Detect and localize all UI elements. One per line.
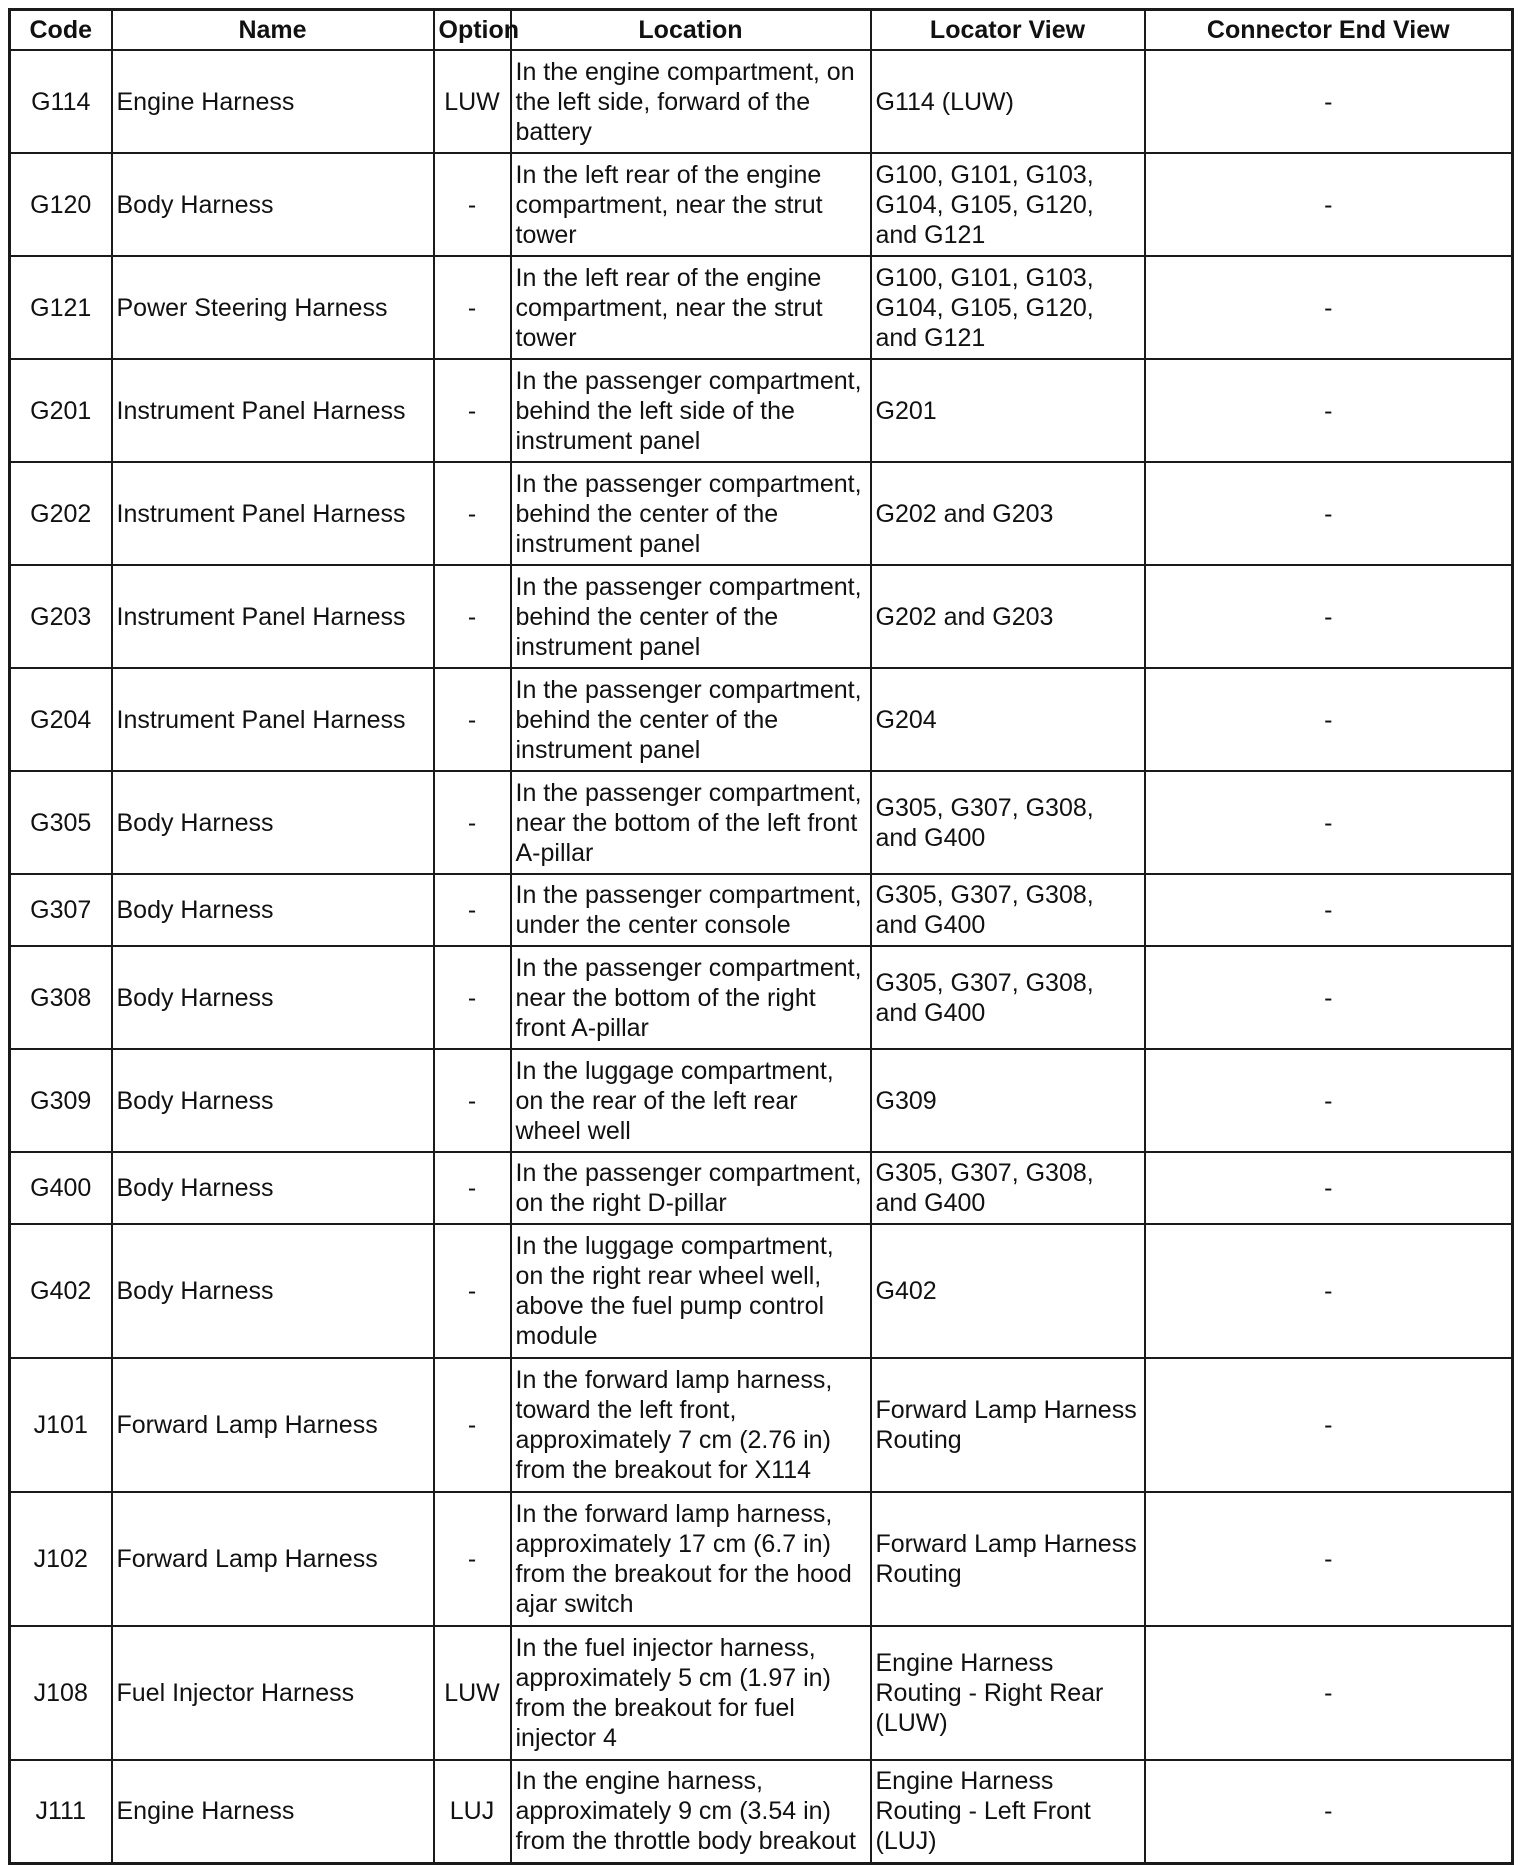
header-locator-view: Locator View	[871, 10, 1145, 51]
cell-locator-view: G201	[871, 359, 1145, 462]
cell-locator-view: Forward Lamp Harness Routing	[871, 1492, 1145, 1626]
cell-option: -	[434, 874, 511, 946]
cell-code: G402	[10, 1224, 112, 1358]
cell-connector-end-view: -	[1145, 1224, 1513, 1358]
cell-code: G204	[10, 668, 112, 771]
cell-option: -	[434, 1358, 511, 1492]
cell-locator-view: G202 and G203	[871, 565, 1145, 668]
cell-code: G121	[10, 256, 112, 359]
cell-option: LUW	[434, 1626, 511, 1760]
cell-location: In the passenger compartment, behind the left side of the instrument panel	[511, 359, 871, 462]
header-row	[10, 10, 1513, 51]
cell-code: G305	[10, 771, 112, 874]
component-locator-table	[8, 8, 1514, 1865]
cell-connector-end-view: -	[1145, 1152, 1513, 1224]
table-row	[10, 565, 1513, 668]
cell-code: G400	[10, 1152, 112, 1224]
cell-option: -	[434, 1049, 511, 1152]
cell-location: In the forward lamp harness, toward the left front, approximately 7 cm (2.76 in) from the breakout for X114	[511, 1358, 871, 1492]
cell-name: Instrument Panel Harness	[112, 565, 434, 668]
cell-locator-view: G202 and G203	[871, 462, 1145, 565]
table-row	[10, 1626, 1513, 1760]
cell-name: Forward Lamp Harness	[112, 1358, 434, 1492]
cell-locator-view: G204	[871, 668, 1145, 771]
cell-code: G203	[10, 565, 112, 668]
cell-name: Instrument Panel Harness	[112, 462, 434, 565]
cell-location: In the left rear of the engine compartment, near the strut tower	[511, 153, 871, 256]
cell-code: G307	[10, 874, 112, 946]
cell-code: G114	[10, 50, 112, 153]
cell-code: J101	[10, 1358, 112, 1492]
cell-location: In the engine harness, approximately 9 cm (3.54 in) from the throttle body breakout	[511, 1760, 871, 1863]
header-code: Code	[10, 10, 112, 51]
cell-location: In the luggage compartment, on the right rear wheel well, above the fuel pump control module	[511, 1224, 871, 1358]
cell-locator-view: G305, G307, G308, and G400	[871, 771, 1145, 874]
table-row	[10, 1224, 1513, 1358]
cell-option: -	[434, 359, 511, 462]
cell-name: Engine Harness	[112, 1760, 434, 1863]
cell-connector-end-view: -	[1145, 256, 1513, 359]
table-row	[10, 1492, 1513, 1626]
table-row	[10, 256, 1513, 359]
cell-name: Body Harness	[112, 946, 434, 1049]
cell-name: Body Harness	[112, 153, 434, 256]
cell-name: Fuel Injector Harness	[112, 1626, 434, 1760]
cell-locator-view: G305, G307, G308, and G400	[871, 874, 1145, 946]
cell-code: G202	[10, 462, 112, 565]
cell-option: -	[434, 1492, 511, 1626]
cell-locator-view: Forward Lamp Harness Routing	[871, 1358, 1145, 1492]
cell-location: In the left rear of the engine compartment, near the strut tower	[511, 256, 871, 359]
cell-locator-view: G305, G307, G308, and G400	[871, 1152, 1145, 1224]
cell-name: Instrument Panel Harness	[112, 359, 434, 462]
cell-option: -	[434, 1224, 511, 1358]
cell-connector-end-view: -	[1145, 153, 1513, 256]
cell-locator-view: G114 (LUW)	[871, 50, 1145, 153]
cell-name: Body Harness	[112, 771, 434, 874]
cell-locator-view: G309	[871, 1049, 1145, 1152]
component-locator-table-wrapper	[8, 8, 1511, 1865]
cell-connector-end-view: -	[1145, 359, 1513, 462]
header-connector-end-view: Connector End View	[1145, 10, 1513, 51]
table-row	[10, 874, 1513, 946]
cell-code: G309	[10, 1049, 112, 1152]
cell-name: Instrument Panel Harness	[112, 668, 434, 771]
cell-connector-end-view: -	[1145, 668, 1513, 771]
cell-locator-view: G402	[871, 1224, 1145, 1358]
cell-name: Body Harness	[112, 1152, 434, 1224]
header-option: Option	[434, 10, 511, 51]
cell-locator-view: Engine Harness Routing - Right Rear (LUW)	[871, 1626, 1145, 1760]
cell-connector-end-view: -	[1145, 462, 1513, 565]
header-location: Location	[511, 10, 871, 51]
table-row	[10, 946, 1513, 1049]
cell-location: In the passenger compartment, near the bottom of the right front A-pillar	[511, 946, 871, 1049]
table-row	[10, 462, 1513, 565]
table-row	[10, 153, 1513, 256]
cell-code: G308	[10, 946, 112, 1049]
cell-location: In the passenger compartment, behind the center of the instrument panel	[511, 462, 871, 565]
cell-locator-view: Engine Harness Routing - Left Front (LUJ)	[871, 1760, 1145, 1863]
table-row	[10, 668, 1513, 771]
cell-option: -	[434, 668, 511, 771]
cell-location: In the engine compartment, on the left side, forward of the battery	[511, 50, 871, 153]
cell-option: -	[434, 462, 511, 565]
cell-location: In the passenger compartment, behind the center of the instrument panel	[511, 565, 871, 668]
cell-option: -	[434, 946, 511, 1049]
cell-location: In the passenger compartment, on the right D-pillar	[511, 1152, 871, 1224]
cell-option: -	[434, 565, 511, 668]
cell-option: -	[434, 771, 511, 874]
cell-connector-end-view: -	[1145, 1358, 1513, 1492]
cell-name: Engine Harness	[112, 50, 434, 153]
table-row	[10, 1152, 1513, 1224]
table-row	[10, 771, 1513, 874]
cell-connector-end-view: -	[1145, 1492, 1513, 1626]
cell-code: J111	[10, 1760, 112, 1863]
header-name: Name	[112, 10, 434, 51]
cell-locator-view: G305, G307, G308, and G400	[871, 946, 1145, 1049]
cell-name: Forward Lamp Harness	[112, 1492, 434, 1626]
cell-location: In the passenger compartment, near the bottom of the left front A-pillar	[511, 771, 871, 874]
cell-option: -	[434, 153, 511, 256]
cell-locator-view: G100, G101, G103, G104, G105, G120, and G121	[871, 256, 1145, 359]
cell-connector-end-view: -	[1145, 946, 1513, 1049]
table-row	[10, 50, 1513, 153]
cell-code: J102	[10, 1492, 112, 1626]
cell-location: In the passenger compartment, behind the center of the instrument panel	[511, 668, 871, 771]
cell-connector-end-view: -	[1145, 1626, 1513, 1760]
cell-connector-end-view: -	[1145, 565, 1513, 668]
cell-name: Power Steering Harness	[112, 256, 434, 359]
table-row	[10, 1760, 1513, 1863]
cell-option: LUJ	[434, 1760, 511, 1863]
cell-option: LUW	[434, 50, 511, 153]
cell-name: Body Harness	[112, 874, 434, 946]
cell-name: Body Harness	[112, 1224, 434, 1358]
cell-connector-end-view: -	[1145, 50, 1513, 153]
cell-connector-end-view: -	[1145, 1049, 1513, 1152]
cell-locator-view: G100, G101, G103, G104, G105, G120, and G121	[871, 153, 1145, 256]
cell-location: In the fuel injector harness, approximately 5 cm (1.97 in) from the breakout for fuel injector 4	[511, 1626, 871, 1760]
cell-connector-end-view: -	[1145, 874, 1513, 946]
cell-location: In the luggage compartment, on the rear of the left rear wheel well	[511, 1049, 871, 1152]
cell-option: -	[434, 256, 511, 359]
table-row	[10, 359, 1513, 462]
table-row	[10, 1358, 1513, 1492]
table-row	[10, 1049, 1513, 1152]
cell-code: J108	[10, 1626, 112, 1760]
cell-code: G120	[10, 153, 112, 256]
cell-code: G201	[10, 359, 112, 462]
cell-name: Body Harness	[112, 1049, 434, 1152]
cell-connector-end-view: -	[1145, 1760, 1513, 1863]
cell-location: In the passenger compartment, under the center console	[511, 874, 871, 946]
cell-option: -	[434, 1152, 511, 1224]
cell-location: In the forward lamp harness, approximately 17 cm (6.7 in) from the breakout for the hood ajar switch	[511, 1492, 871, 1626]
cell-connector-end-view: -	[1145, 771, 1513, 874]
